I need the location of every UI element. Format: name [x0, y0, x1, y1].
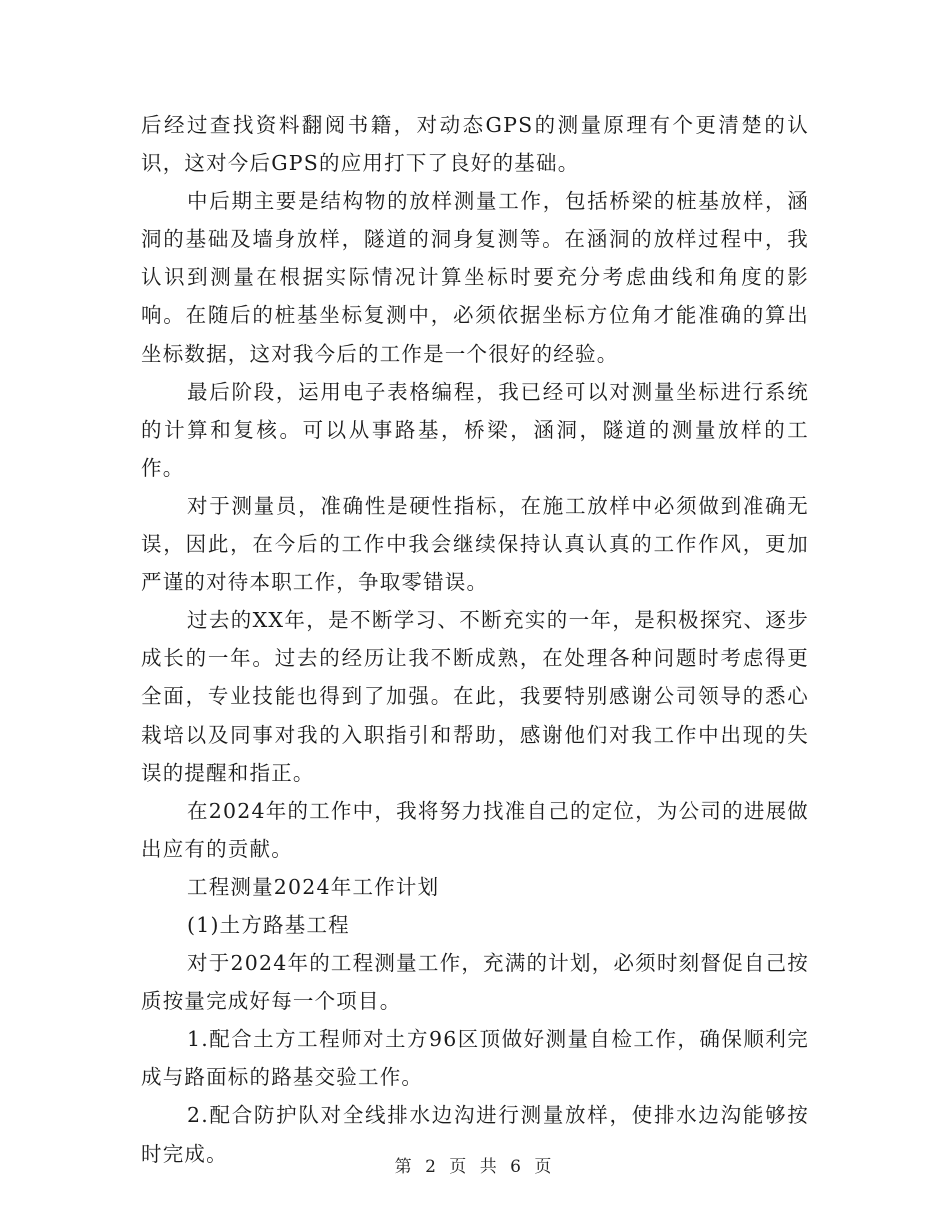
list-item-1: 1.配合土方工程师对土方96区顶做好测量自检工作，确保顺利完成与路面标的路基交验工作。	[141, 1027, 809, 1090]
page-footer: 第 2 页 共 6 页	[394, 1157, 556, 1177]
list-item-2: 2.配合防护队对全线排水边沟进行测量放样，使排水边沟能够按时完成。	[141, 1103, 809, 1166]
paragraph-final-stage: 最后阶段，运用电子表格编程，我已经可以对测量坐标进行系统的计算和复核。可以从事路基，桥梁，涵洞，隧道的测量放样的工作。	[141, 379, 809, 480]
document-body	[141, 106, 809, 1173]
section-heading-work-plan: 工程测量2024年工作计划	[187, 874, 440, 899]
paragraph-plan-intro: 对于2024年的工程测量工作，充满的计划，必须时刻督促自己按质按量完成好每一个项目。	[141, 951, 809, 1014]
paragraph-accuracy: 对于测量员，准确性是硬性指标，在施工放样中必须做到准确无误，因此，在今后的工作中我会继续保持认真认真的工作作风，更加严谨的对待本职工作，争取零错误。	[141, 493, 809, 595]
paragraph-continuation: 后经过查找资料翻阅书籍，对动态GPS的测量原理有个更清楚的认识，这对今后GPS的应用打下了良好的基础。	[141, 113, 809, 176]
paragraph-2024-goal: 在2024年的工作中，我将努力找准自己的定位，为公司的进展做出应有的贡献。	[141, 798, 809, 861]
subsection-heading-earthwork: (1)土方路基工程	[187, 912, 350, 937]
paragraph-past-year: 过去的XX年，是不断学习、不断充实的一年，是积极探究、逐步成长的一年。过去的经历让我不断成熟，在处理各种问题时考虑得更全面，专业技能也得到了加强。在此，我要特别感谢公司领导的悉心栽培以及同事对我的入职指引和帮助，感谢他们对我工作中出现的失误的提醒和指正。	[141, 608, 809, 785]
paragraph-structure-surveying: 中后期主要是结构物的放样测量工作，包括桥梁的桩基放样，涵洞的基础及墙身放样，隧道的洞身复测等。在涵洞的放样过程中，我认识到测量在根据实际情况计算坐标时要充分考虑曲线和角度的影响。在随后的桩基坐标复测中，必须依据坐标方位角才能准确的算出坐标数据，这对我今后的工作是一个很好的经验。	[141, 189, 809, 366]
